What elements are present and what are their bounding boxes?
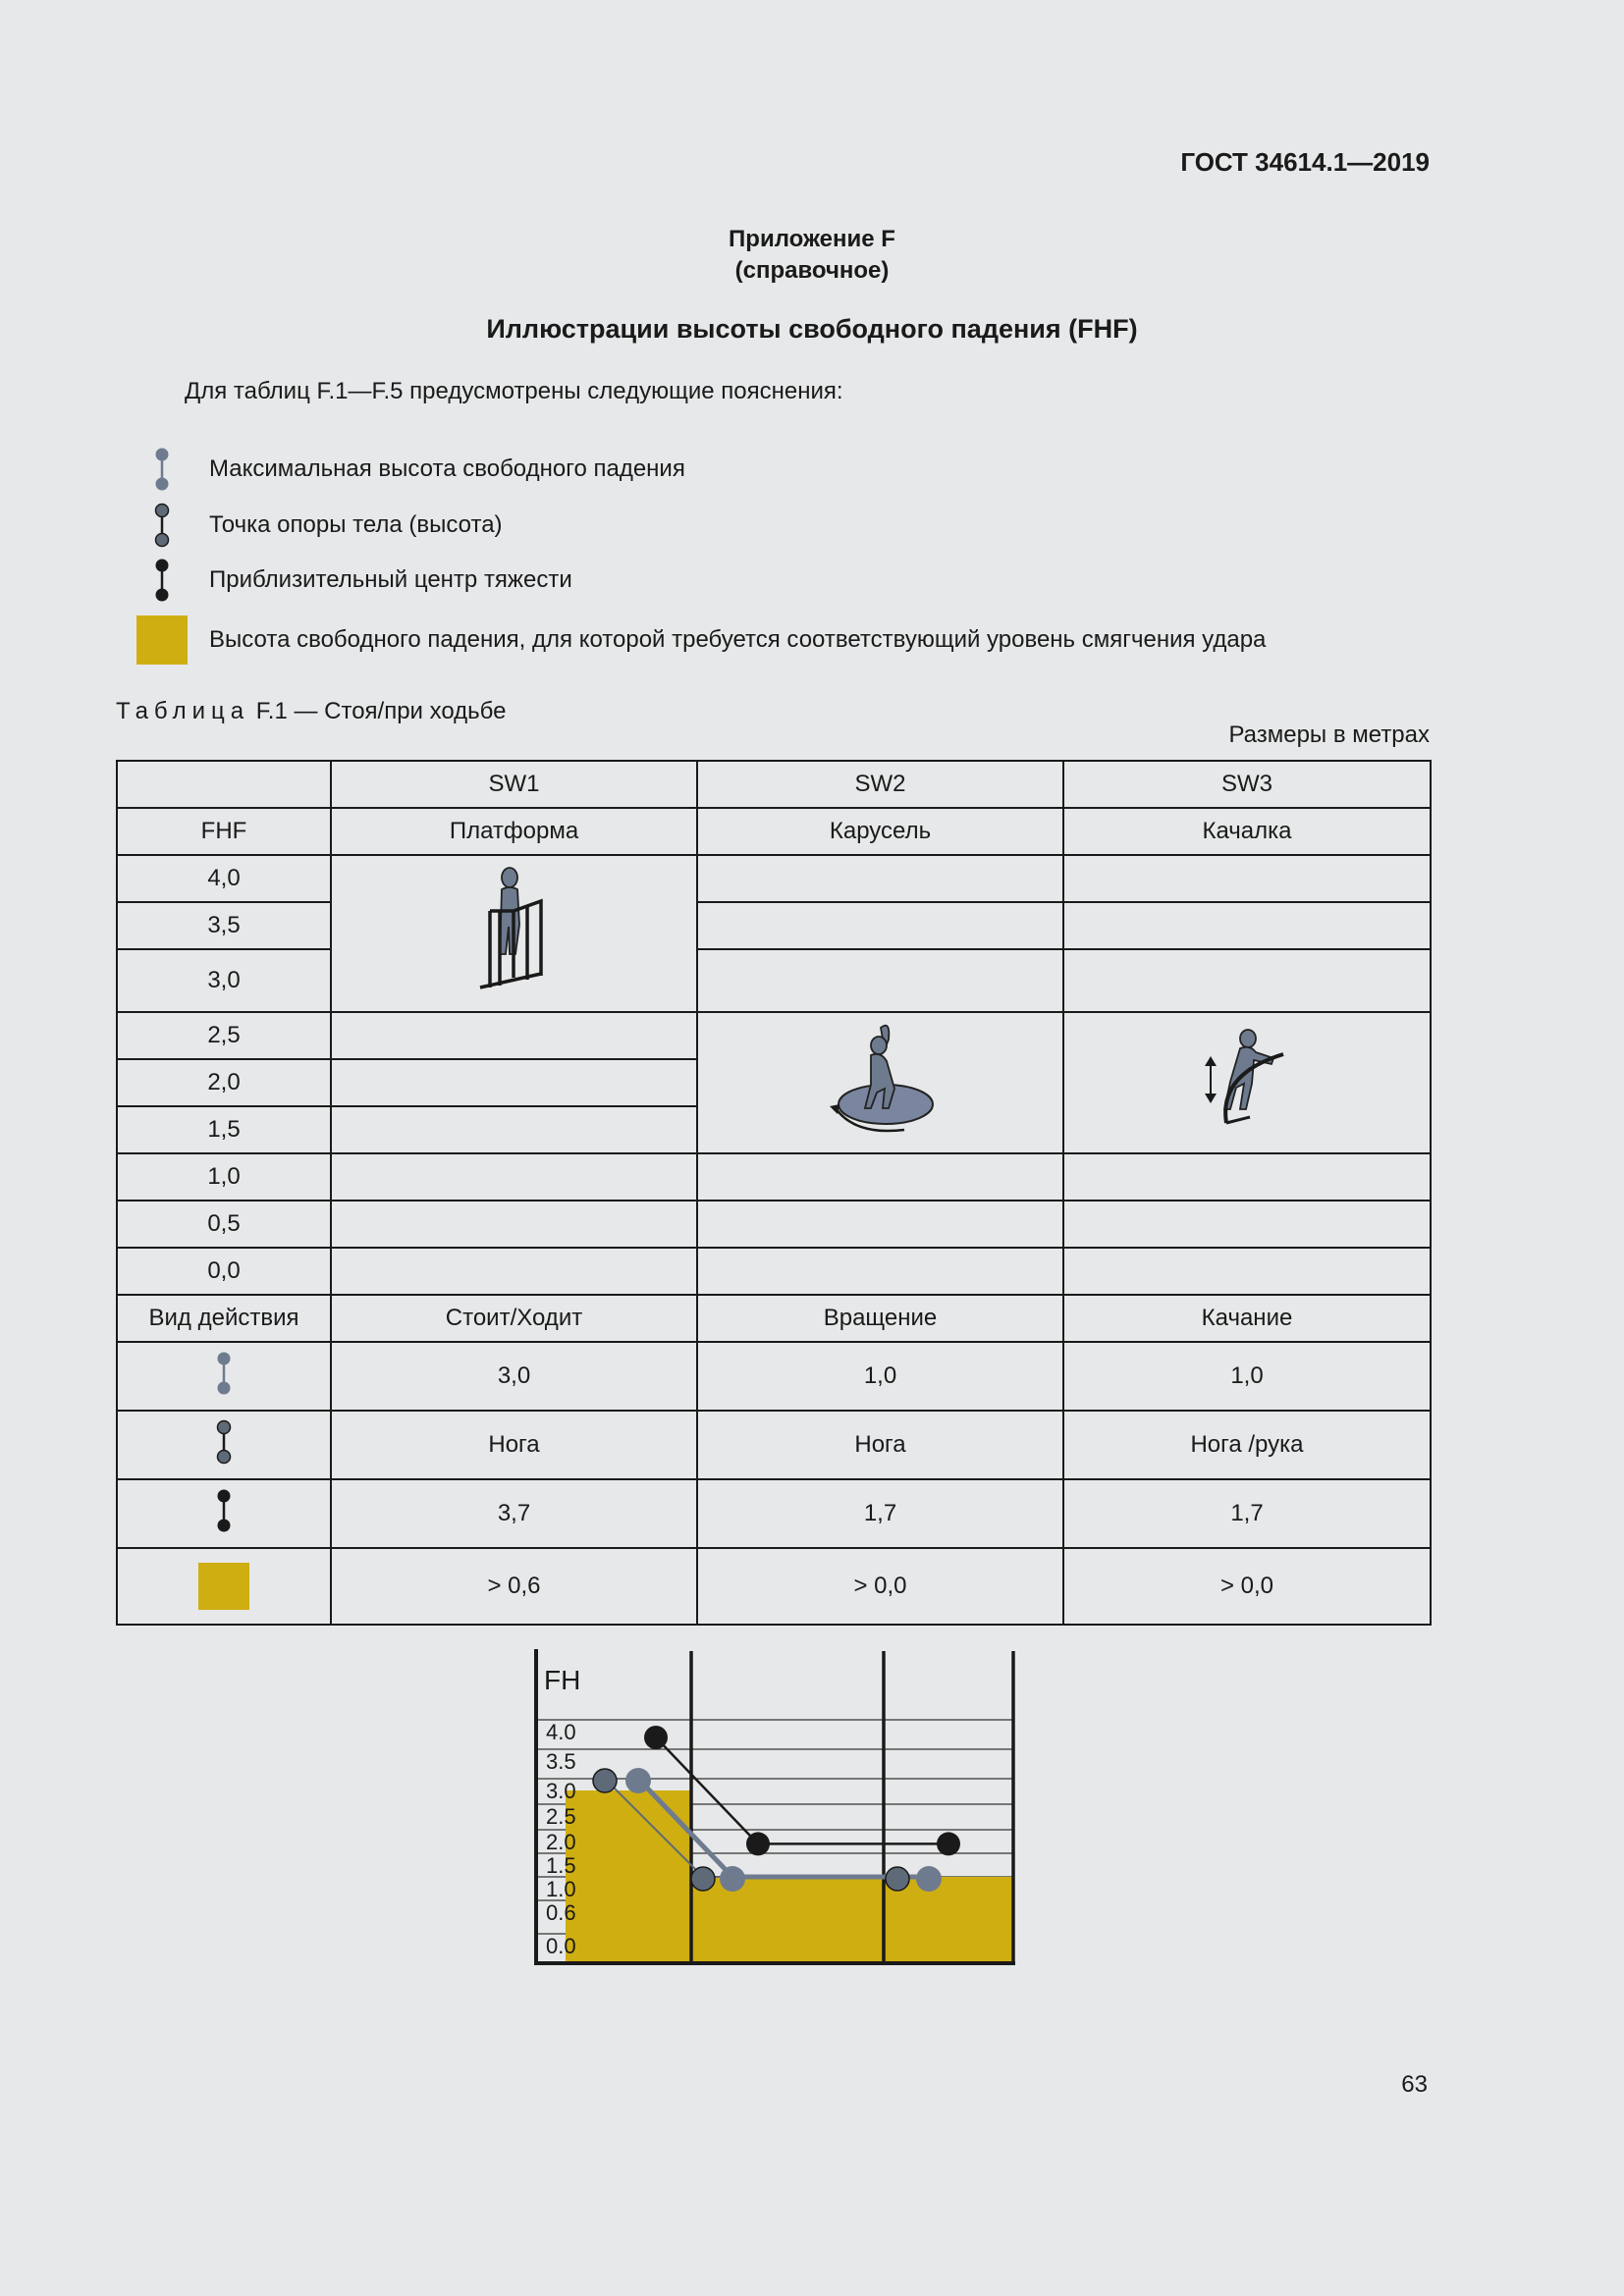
chart-y-tick-label: 1.0 bbox=[546, 1877, 576, 1901]
table-cell: SW1 bbox=[331, 761, 697, 808]
table-row bbox=[117, 808, 1431, 855]
table-cell: 1,0 bbox=[697, 1342, 1063, 1411]
legend-text: Максимальная высота свободного падения bbox=[209, 455, 685, 482]
appendix-type: (справочное) bbox=[734, 257, 890, 284]
platform-illustration bbox=[331, 855, 697, 1012]
cog-point-marker bbox=[746, 1832, 770, 1855]
rocker-illustration bbox=[1063, 1012, 1431, 1153]
table-cell bbox=[331, 1059, 697, 1106]
table-row bbox=[117, 1248, 1431, 1295]
table-cell: FHF bbox=[117, 808, 331, 855]
page-number: 63 bbox=[1401, 2071, 1428, 2098]
table-cell: Нога bbox=[697, 1411, 1063, 1479]
legend-item-impact bbox=[133, 615, 1266, 665]
cog-point-marker bbox=[644, 1726, 668, 1749]
table-cell: 1,0 bbox=[117, 1153, 331, 1201]
table-cell bbox=[1063, 855, 1431, 902]
legend-item-max-fall bbox=[133, 445, 685, 494]
support-point-marker bbox=[593, 1769, 617, 1792]
table-cell: 1,0 bbox=[1063, 1342, 1431, 1411]
legend-text: Приблизительный центр тяжести bbox=[209, 566, 572, 593]
max-fall-point-marker bbox=[720, 1866, 745, 1892]
table-row bbox=[117, 1295, 1431, 1342]
appendix-title: Приложение F bbox=[729, 226, 895, 252]
table-cell: Качалка bbox=[1063, 808, 1431, 855]
chart-y-tick-label: 0.0 bbox=[546, 1934, 576, 1958]
table-cell: 2,0 bbox=[117, 1059, 331, 1106]
table-cell: Нога bbox=[331, 1411, 697, 1479]
max-fall-point-marker bbox=[916, 1866, 942, 1892]
table-row bbox=[117, 1479, 1431, 1548]
table-cell bbox=[331, 1201, 697, 1248]
table-cell: 4,0 bbox=[117, 855, 331, 902]
legend-item-support bbox=[133, 501, 503, 550]
table-cell: SW2 bbox=[697, 761, 1063, 808]
chart-y-tick-label: 2.5 bbox=[546, 1804, 576, 1829]
table-cell: 1,7 bbox=[697, 1479, 1063, 1548]
table-caption-prefix: Таблица bbox=[116, 698, 250, 724]
table-row bbox=[117, 1012, 1431, 1059]
chart-y-tick-label: 0.6 bbox=[546, 1900, 576, 1925]
table-cell: 3,0 bbox=[117, 949, 331, 1012]
chart-y-tick-label: 2.0 bbox=[546, 1830, 576, 1854]
table-row bbox=[117, 761, 1431, 808]
impact-area-bar bbox=[691, 1877, 884, 1963]
chart-y-tick-label: 3.0 bbox=[546, 1779, 576, 1803]
table-cell: 3,0 bbox=[331, 1342, 697, 1411]
table-caption-title: F.1 — Стоя/при ходьбе bbox=[255, 698, 507, 724]
table-row bbox=[117, 902, 1431, 949]
table-cell bbox=[331, 1106, 697, 1153]
fall-height-chart bbox=[511, 1639, 1041, 2061]
units-note: Размеры в метрах bbox=[1228, 721, 1430, 748]
table-cell bbox=[1063, 1201, 1431, 1248]
table-cell: Качание bbox=[1063, 1295, 1431, 1342]
chart-y-tick-label: 4.0 bbox=[546, 1720, 576, 1744]
table-cell bbox=[697, 1248, 1063, 1295]
appendix-heading: Иллюстрации высоты свободного падения (FHF) bbox=[486, 314, 1138, 344]
table-cell bbox=[331, 1012, 697, 1059]
table-cell bbox=[117, 761, 331, 808]
table-cell bbox=[697, 1201, 1063, 1248]
table-row bbox=[117, 1342, 1431, 1411]
body-support-point-icon bbox=[133, 501, 191, 550]
table-cell: 1,7 bbox=[1063, 1479, 1431, 1548]
table-cell bbox=[697, 855, 1063, 902]
table-cell bbox=[1063, 902, 1431, 949]
center-of-gravity-icon bbox=[117, 1479, 331, 1548]
table-cell: > 0,0 bbox=[1063, 1548, 1431, 1625]
table-cell bbox=[697, 902, 1063, 949]
table-cell: 2,5 bbox=[117, 1012, 331, 1059]
table-row bbox=[117, 1153, 1431, 1201]
body-support-point-icon bbox=[117, 1411, 331, 1479]
chart-y-label: FH bbox=[544, 1665, 581, 1695]
intro-text: Для таблиц F.1—F.5 предусмотрены следующие пояснения: bbox=[185, 378, 843, 404]
fhf-table bbox=[116, 760, 1432, 1626]
table-cell bbox=[697, 949, 1063, 1012]
legend-text: Точка опоры тела (высота) bbox=[209, 511, 503, 538]
table-row bbox=[117, 855, 1431, 902]
table-cell: 0,5 bbox=[117, 1201, 331, 1248]
table-cell bbox=[1063, 1248, 1431, 1295]
table-row bbox=[117, 949, 1431, 1012]
support-point-marker bbox=[886, 1867, 909, 1891]
table-row bbox=[117, 1411, 1431, 1479]
center-of-gravity-icon bbox=[133, 556, 191, 605]
table-cell: 3,7 bbox=[331, 1479, 697, 1548]
max-fall-height-icon bbox=[133, 445, 191, 494]
table-cell bbox=[1063, 949, 1431, 1012]
table-caption bbox=[116, 698, 507, 725]
chart-y-tick-label: 3.5 bbox=[546, 1749, 576, 1774]
max-fall-height-icon bbox=[117, 1342, 331, 1411]
table-cell: Стоит/Ходит bbox=[331, 1295, 697, 1342]
document-code: ГОСТ 34614.1—2019 bbox=[1180, 147, 1430, 177]
carousel-illustration bbox=[697, 1012, 1063, 1153]
chart-ticks bbox=[546, 1720, 576, 1958]
table-cell: 3,5 bbox=[117, 902, 331, 949]
cog-point-marker bbox=[937, 1832, 960, 1855]
chart-y-tick-label: 1.5 bbox=[546, 1853, 576, 1878]
table-cell: 1,5 bbox=[117, 1106, 331, 1153]
table-row bbox=[117, 1201, 1431, 1248]
legend-item-cog bbox=[133, 556, 572, 605]
max-fall-point-marker bbox=[625, 1768, 651, 1793]
impact-attenuation-swatch bbox=[133, 615, 191, 665]
table-cell: Вращение bbox=[697, 1295, 1063, 1342]
table-cell: Вид действия bbox=[117, 1295, 331, 1342]
table-cell: Платформа bbox=[331, 808, 697, 855]
table-cell: SW3 bbox=[1063, 761, 1431, 808]
table-cell bbox=[1063, 1153, 1431, 1201]
table-cell: Карусель bbox=[697, 808, 1063, 855]
table-row bbox=[117, 1548, 1431, 1625]
table-cell: > 0,6 bbox=[331, 1548, 697, 1625]
table-cell: 0,0 bbox=[117, 1248, 331, 1295]
table-cell bbox=[697, 1153, 1063, 1201]
impact-attenuation-swatch bbox=[117, 1548, 331, 1625]
legend-text: Высота свободного падения, для которой требуется соответствующий уровень смягчения удара bbox=[209, 626, 1267, 653]
cog-series-line bbox=[656, 1737, 948, 1843]
table-cell: > 0,0 bbox=[697, 1548, 1063, 1625]
table-cell: Нога /рука bbox=[1063, 1411, 1431, 1479]
support-point-marker bbox=[691, 1867, 715, 1891]
table-cell bbox=[331, 1248, 697, 1295]
table-cell bbox=[331, 1153, 697, 1201]
